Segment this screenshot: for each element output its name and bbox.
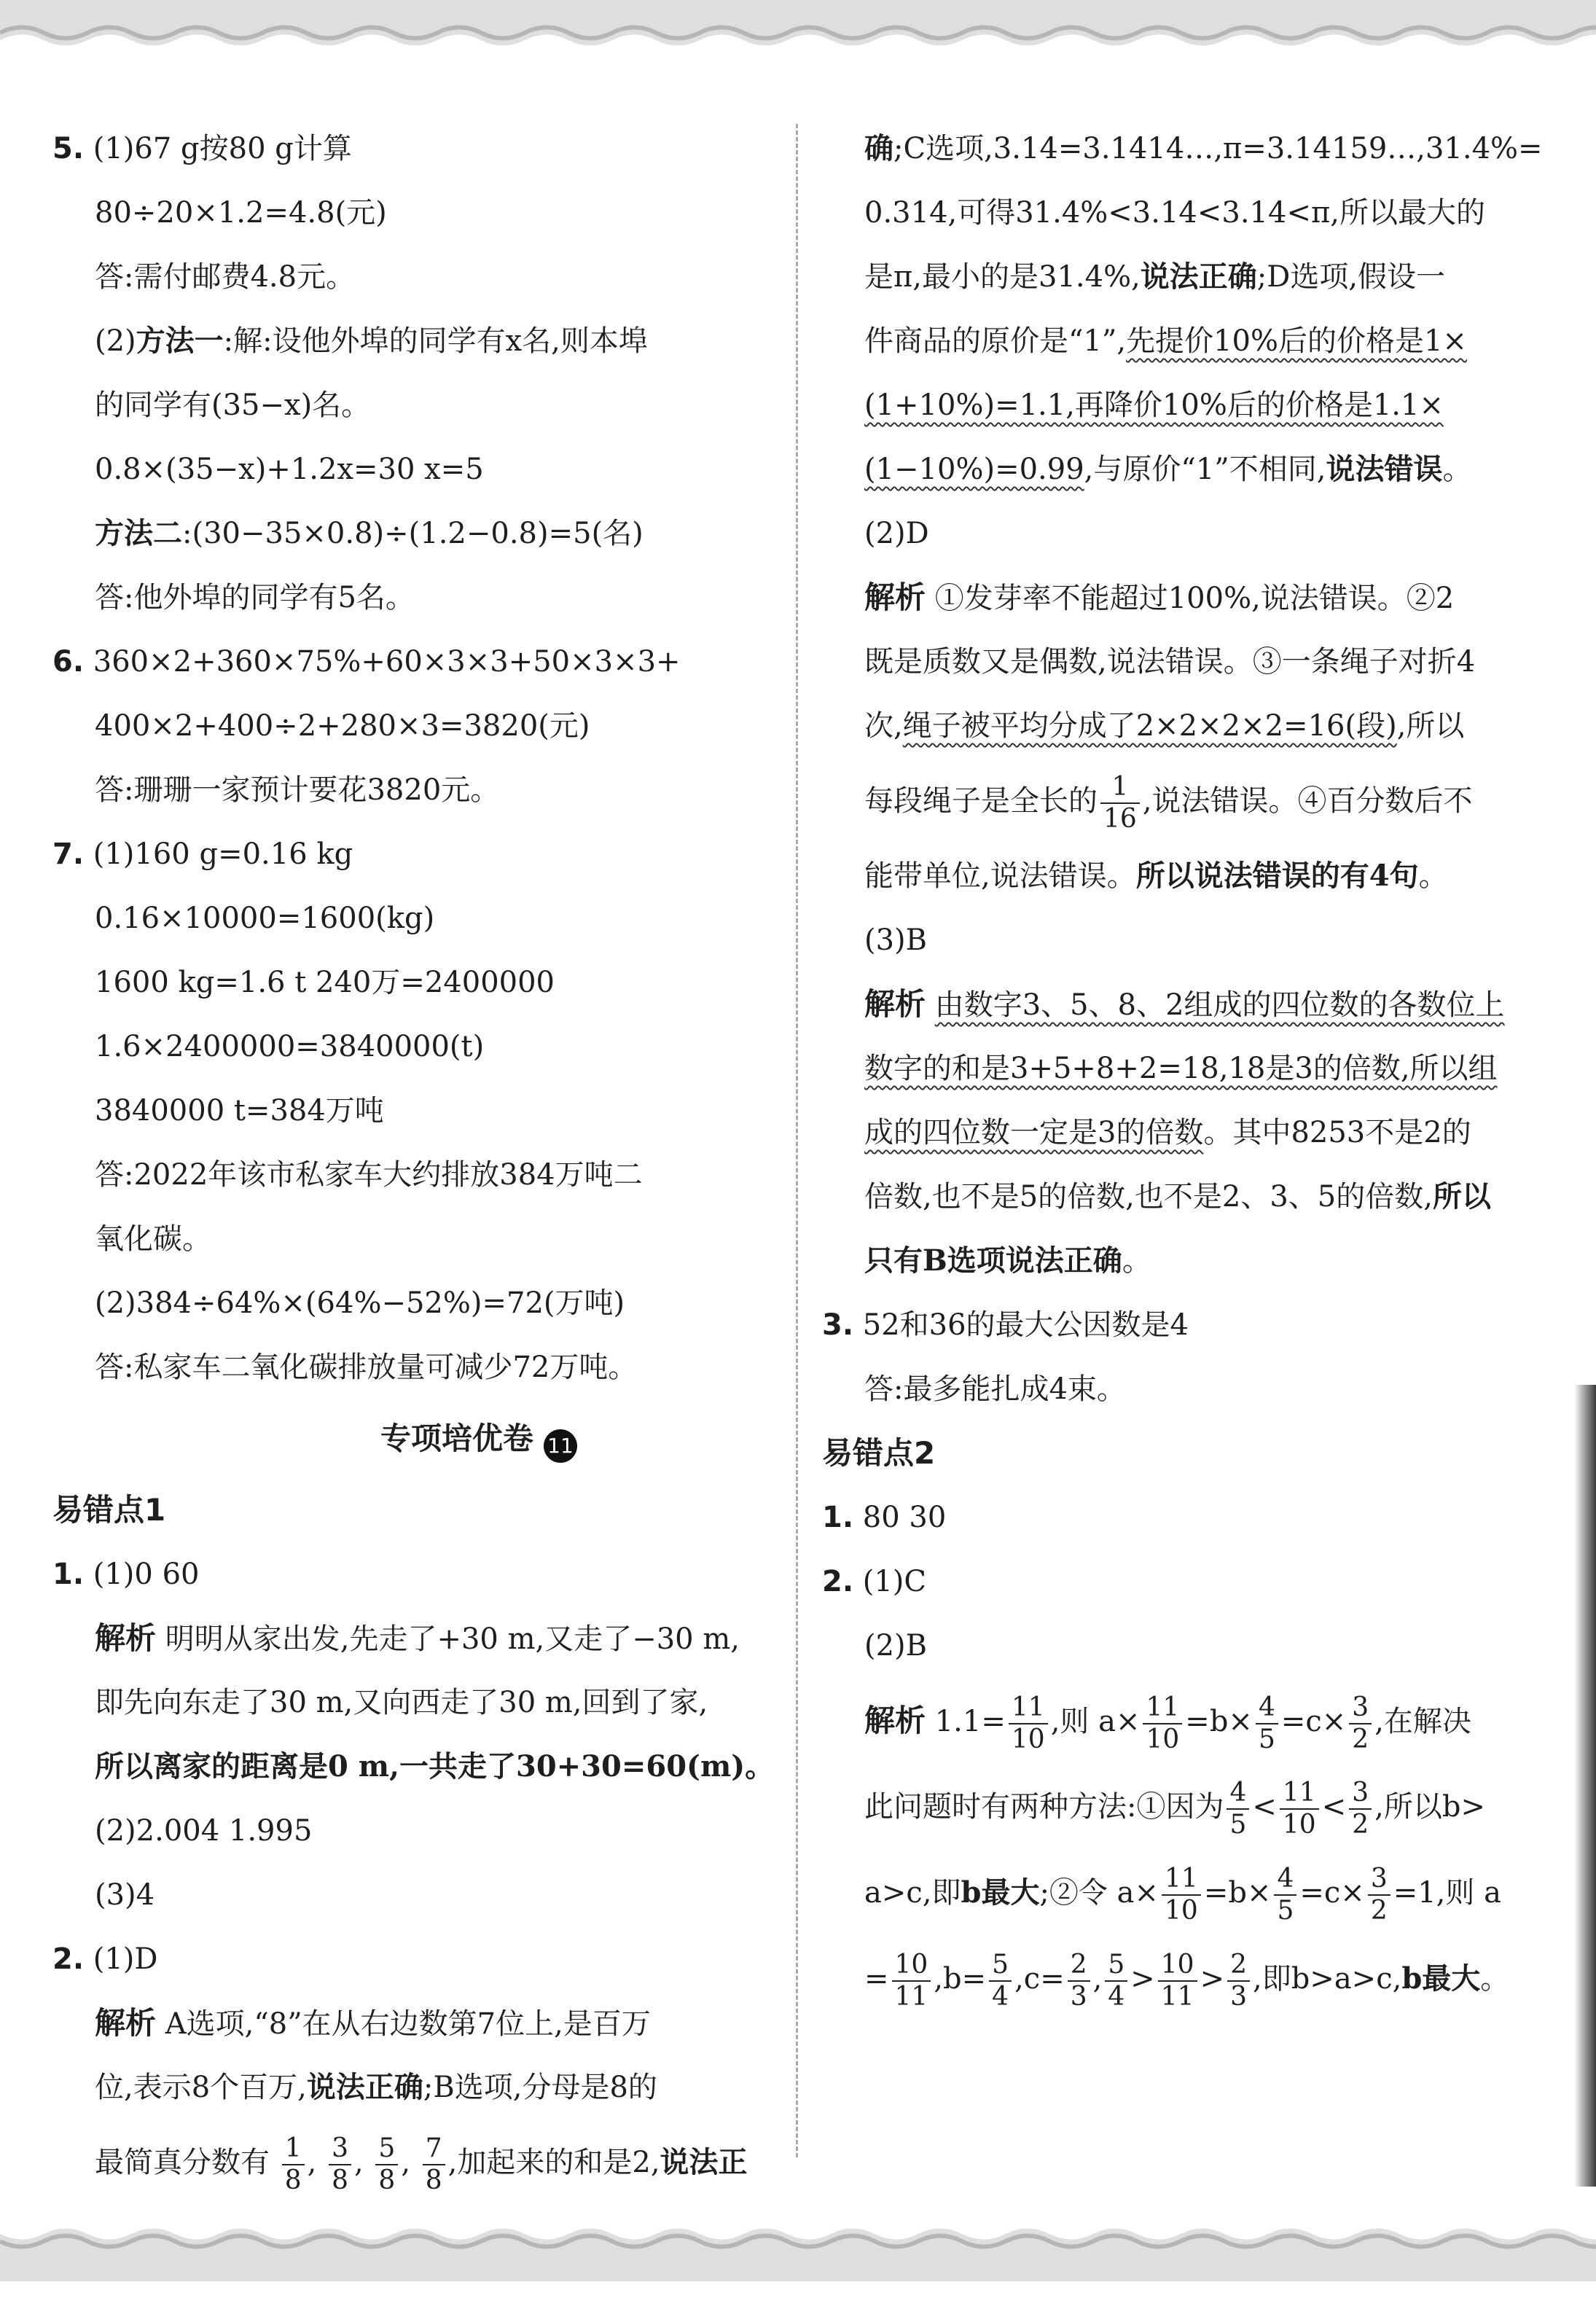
q6-line2: 400×2+400÷2+280×3=3820(元) <box>95 709 590 743</box>
fraction-11-10: $\frac{11}{10}$ <box>1280 1778 1319 1840</box>
q7-line3: 1600 kg=1.6 t 240万=2400000 <box>95 966 555 999</box>
q3: 3. 52和36的最大公因数是4 <box>822 1308 1189 1342</box>
e2-q2-part2: (2)B <box>864 1629 928 1663</box>
q5-part2: (2)方法一:解:设他外埠的同学有x名,则本埠 <box>95 324 648 358</box>
left-column <box>52 117 789 2206</box>
e1-q2: 2. (1)D <box>52 1942 158 1976</box>
fraction-5-4: $\frac{5}{4}$ <box>989 1950 1012 2012</box>
e1-q1-analysis-b: 即先向东走了30 m,又向西走了30 m,回到了家, <box>95 1686 708 1719</box>
fraction-5-8: $\frac{5}{8}$ <box>375 2133 398 2196</box>
fraction-2-3: $\frac{2}{3}$ <box>1227 1950 1250 2012</box>
e2-analysis-1: 解析 1.1= $\frac{11}{10}$ ,则 a× $\frac{11}{10}$ =b× $\frac{4}{5}$ =c× $\frac{3}{2}$ ,在解决 <box>864 1692 1471 1754</box>
page-edge-shadow <box>1574 1385 1596 2187</box>
bottom-wave-border <box>0 2201 1596 2281</box>
fraction-3-2: $\frac{3}{2}$ <box>1368 1864 1390 1926</box>
r-line9: 既是质数又是偶数,说法错误。③一条绳子对折4 <box>864 645 1476 679</box>
q7-line5: 3840000 t=384万吨 <box>95 1094 384 1128</box>
fraction-11-10: $\frac{11}{10}$ <box>1162 1864 1201 1926</box>
q3-answer: 答:最多能扎成4束。 <box>864 1372 1126 1406</box>
e1-q1-analysis-a: 解析 明明从家出发,先走了+30 m,又走了−30 m, <box>95 1620 740 1656</box>
q7-answer1b: 氧化碳。 <box>95 1222 211 1256</box>
fraction-3-2: $\frac{3}{2}$ <box>1349 1778 1372 1840</box>
top-wave-border <box>0 0 1596 73</box>
r-line11: 每段绳子是全长的 $\frac{1}{16}$ ,说法错误。④百分数后不 <box>864 772 1473 834</box>
q7-line4: 1.6×2400000=3840000(t) <box>95 1030 485 1063</box>
error-point-2-heading: 易错点2 <box>822 1435 936 1471</box>
q5-method2: 方法二:(30−35×0.8)÷(1.2−0.8)=5(名) <box>95 516 644 550</box>
e2-q1: 1. 80 30 <box>822 1501 947 1534</box>
r-line17: 倍数,也不是5的倍数,也不是2、3、5的倍数,所以 <box>864 1179 1491 1214</box>
r-line18: 只有B选项说法正确。 <box>864 1243 1151 1278</box>
q5-part2-cont: 的同学有(35−x)名。 <box>95 388 371 422</box>
q5-answer1: 答:需付邮费4.8元。 <box>95 260 356 294</box>
fraction-1-8: $\frac{1}{8}$ <box>282 2133 305 2196</box>
e2-analysis-4: = $\frac{10}{11}$ ,b= $\frac{5}{4}$ ,c= $\frac{2}{3}$ , $\frac{5}{4}$ > $\frac{10}{11}$ > $\frac{2}{3}$ ,即b>a>c,b最大。 <box>864 1950 1510 2012</box>
fraction-3-8: $\frac{3}{8}$ <box>329 2133 351 2196</box>
error-point-1-heading: 易错点1 <box>52 1492 166 1528</box>
e1-q2-analysis-c: 最简真分数有 $\frac{1}{8}$ , $\frac{3}{8}$ , $\frac{5}{8}$ , $\frac{7}{8}$ ,加起来的和是2,说法正 <box>95 2133 748 2195</box>
r-line3: 是π,最小的是31.4%,说法正确;D选项,假设一 <box>864 259 1446 294</box>
q5-answer2: 答:他外埠的同学有5名。 <box>95 581 415 614</box>
fraction-11-10: $\frac{11}{10}$ <box>1009 1692 1048 1755</box>
e1-q2-analysis-b: 位,表示8个百万,说法正确;B选项,分母是8的 <box>95 2070 657 2104</box>
r-line8: 解析 ①发芽率不能超过100%,说法错误。②2 <box>864 579 1455 615</box>
r-line14: 解析 由数字3、5、8、2组成的四位数的各数位上 <box>864 986 1505 1022</box>
e1-q1-part2: (2)2.004 1.995 <box>95 1814 313 1848</box>
fraction-1-16: $\frac{1}{16}$ <box>1100 772 1140 835</box>
q5-calc: 80÷20×1.2=4.8(元) <box>95 196 387 230</box>
section-number-badge: 11 <box>544 1429 577 1463</box>
e1-q1-part3: (3)4 <box>95 1878 155 1912</box>
q7-answer2: 答:私家车二氧化碳排放量可减少72万吨。 <box>95 1351 638 1384</box>
r-line13: (3)B <box>864 923 928 957</box>
r-line16: 成的四位数一定是3的倍数。其中8253不是2的 <box>864 1116 1471 1149</box>
e1-q2-analysis-a: 解析 A选项,“8”在从右边数第7位上,是百万 <box>95 2005 651 2041</box>
r-line5: (1+10%)=1.1,再降价10%后的价格是1.1× <box>864 388 1444 422</box>
q6-line1: 6. 360×2+360×75%+60×3×3+50×3×3+ <box>52 645 681 679</box>
fraction-10-11: $\frac{10}{11}$ <box>892 1950 931 2012</box>
q7-line1: 7. (1)160 g=0.16 kg <box>52 837 353 871</box>
fraction-5-4: $\frac{5}{4}$ <box>1105 1950 1127 2012</box>
r-line2: 0.314,可得31.4%<3.14<3.14<π,所以最大的 <box>864 196 1485 230</box>
r-line10: 次,绳子被平均分成了2×2×2×2=16(段),所以 <box>864 709 1465 743</box>
column-divider <box>796 124 798 2157</box>
q7-line6: (2)384÷64%×(64%−52%)=72(万吨) <box>95 1286 625 1320</box>
fraction-4-5: $\frac{4}{5}$ <box>1274 1864 1296 1926</box>
r-line15: 数字的和是3+5+8+2=18,18是3的倍数,所以组 <box>864 1052 1498 1085</box>
fraction-11-10: $\frac{11}{10}$ <box>1143 1692 1182 1755</box>
q7-answer1a: 答:2022年该市私家车大约排放384万吨二 <box>95 1158 643 1192</box>
e2-analysis-3: a>c,即b最大;②令 a× $\frac{11}{10}$ =b× $\frac{4}{5}$ =c× $\frac{3}{2}$ =1,则 a <box>864 1864 1501 1926</box>
q7-line2: 0.16×10000=1600(kg) <box>95 902 435 935</box>
r-line7: (2)D <box>864 517 929 550</box>
fraction-7-8: $\frac{7}{8}$ <box>423 2133 445 2196</box>
r-line12: 能带单位,说法错误。所以说法错误的有4句。 <box>864 859 1448 893</box>
e1-q1: 1. (1)0 60 <box>52 1558 200 1591</box>
fraction-10-11: $\frac{10}{11}$ <box>1158 1950 1197 2012</box>
right-column <box>822 117 1558 2022</box>
e1-q1-analysis-c: 所以离家的距离是0 m,一共走了30+30=60(m)。 <box>95 1749 775 1784</box>
q6-answer: 答:珊珊一家预计要花3820元。 <box>95 773 500 807</box>
fraction-4-5: $\frac{4}{5}$ <box>1256 1692 1278 1755</box>
e2-q2: 2. (1)C <box>822 1565 927 1598</box>
r-line6: (1−10%)=0.99,与原价“1”不相同,说法错误。 <box>864 452 1472 486</box>
fraction-2-3: $\frac{2}{3}$ <box>1068 1950 1090 2012</box>
q5-equation: 0.8×(35−x)+1.2x=30 x=5 <box>95 453 484 486</box>
fraction-4-5: $\frac{4}{5}$ <box>1227 1778 1249 1840</box>
e2-analysis-2: 此问题时有两种方法:①因为 $\frac{4}{5}$ < $\frac{11}{10}$ < $\frac{3}{2}$ ,所以b> <box>864 1778 1485 1840</box>
section-title: 专项培优卷 11 <box>52 1399 789 1478</box>
fraction-3-2: $\frac{3}{2}$ <box>1349 1692 1372 1755</box>
q5-part1: 5. (1)67 g按80 g计算 <box>52 132 352 165</box>
r-line1: 确;C选项,3.14=3.1414…,π=3.14159…,31.4%= <box>864 131 1543 165</box>
r-line4: 件商品的原价是“1”,先提价10%后的价格是1× <box>864 324 1467 358</box>
